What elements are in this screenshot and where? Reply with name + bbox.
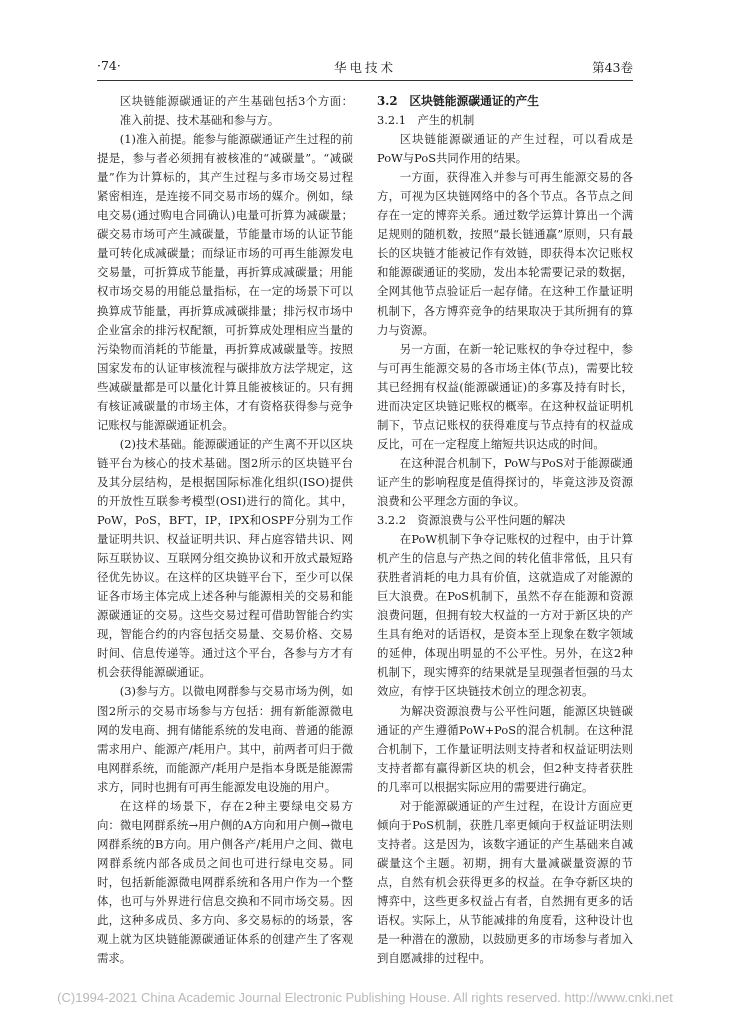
journal-name: 华电技术 <box>333 60 396 75</box>
subsection-heading-fairness: 3.2.2 资源浪费与公平性问题的解决 <box>377 513 566 528</box>
subsection-heading-mechanism: 3.2.1 产生的机制 <box>377 113 475 128</box>
pos-paragraph: 另一方面，在新一轮记账权的争夺过程中，参与可再生能源交易的各市场主体(节点)，需要比较其已经拥有权益(能源碳通证)的多寡及持有时长，进而决定区块链记账权的概率。在这种权益证明机制下，节点记账权的获得难度与节点持有的权益成反比，可在一定程度上缩短共识达成的时间。 <box>377 341 633 451</box>
intro-paragraph: 区块链能源碳通证的产生基础包括3个方面：准入前提、技术基础和参与方。 <box>119 94 353 128</box>
access-premise-paragraph: (1)准入前提。能参与能源碳通证产生过程的前提是，参与者必须拥有被核准的“减碳量”。“减碳量”作为计算标的，其产生过程与多市场交易过程紧密相连，是连接不同交易市场的媒介。例如，绿电交易(通过购电合同确认)电量可折算为减碳量；碳交易市场可产生减碳量，节能量市场的认证节能量可转化成减碳量；而绿证市场的可再生能源发电交易量，可折算成节能量，再折算成减碳量；用能权市场交易的用能总量指标，在一定的场景下可以换算成节能量，再折算成减碳排量；排污权市场中企业富余的排污权配额，可折算成处理相应当量的污染物而消耗的节能量，再折算成减碳量等。按照国家发布的认证审核流程与碳排放方法学规定，这些减碳量都是可以量化计算且能被核证的。只有拥有核证减碳量的市场主体，才有资格获得参与竞争记账权与能源碳通证机会。 <box>97 132 353 432</box>
mechanism-paragraph: 区块链能源碳通证的产生过程，可以看成是PoW与PoS共同作用的结果。 <box>377 132 633 166</box>
solution-paragraph: 为解决资源浪费与公平性问题，能源区块链碳通证的产生遵循PoW+PoS的混合机制。在这种混合机制下，工作量证明法则支持者和权益证明法则支持者都有赢得新区块的机会，但2种支持者获胜的几率可以根据实际应用的需要进行确定。 <box>377 703 633 794</box>
page-number: ·74· <box>97 58 121 73</box>
pow-paragraph: 一方面，获得准入并参与可再生能源交易的各方，可视为区块链网络中的各个节点。各节点之间存在一定的博弈关系。通过数学运算计算出一个满足规则的随机数，按照“最长链通赢”原则，只有最长的区块链才能被记作有效链，即获得本次记账权和能源碳通证的奖励，发出本轮需要记录的数据，全网其他节点验证后一起存储。在这种工作量证明机制下，各方博弈竞争的结果取决于其所拥有的算力与资源。 <box>377 170 633 337</box>
volume-label: 第43卷 <box>592 60 633 75</box>
left-column <box>97 92 353 968</box>
scenario-paragraph: 在这样的场景下，存在2种主要绿电交易方向：微电网群系统→用户侧的A方向和用户侧→微电网群系统的B方向。用户侧各产/耗用户之间、微电网群系统内部各成员之间也可进行绿电交易。同时，包括新能源微电网群系统和各用户作为一个整体，也可与外界进行信息交换和不同市场交易。因此，这种多成员、多方向、多交易标的的场景，客观上就为区块链能源碳通证体系的创建产生了客观需求。 <box>97 798 353 966</box>
waste-paragraph: 在PoW机制下争夺记账权的过程中，由于计算机产生的信息与产热之间的转化值非常低，且只有获胜者消耗的电力具有价值，这就造成了对能源的巨大浪费。在PoS机制下，虽然不存在能源和资源浪费问题，但拥有较大权益的一方对于新区块的产生具有绝对的话语权，是资本至上现象在数字领域的延伸，体现出明显的不公平性。另外，在这2种机制下，现实博弈的结果就是呈现强者恒强的马太效应，有悖于区块链技术创立的理念初衷。 <box>377 532 633 699</box>
copyright-watermark: (C)1994-2021 China Academic Journal Electronic Publishing House. All rights reserved. http://www.cnki.net <box>57 990 673 1005</box>
section-heading: 3.2 区块链能源碳通证的产生 <box>377 94 540 108</box>
header-rule <box>97 80 633 81</box>
participants-paragraph: (3)参与方。以微电网群参与交易市场为例，如图2所示的交易市场参与方包括：拥有新能源微电网的发电商、拥有储能系统的发电商、普通的能源需求用户、能源产/耗用户。其中，前两者可归于微电网群系统，而能源产/耗用户是指本身既是能源需求方，同时也拥有可再生能源发电设施的用户。 <box>97 684 353 794</box>
tech-basis-paragraph: (2)技术基础。能源碳通证的产生离不开以区块链平台为核心的技术基础。图2所示的区块链平台及其分层结构，是根据国际标准化组织(ISO)提供的开放性互联参考模型(OSI)进行的简化。其中，PoW，PoS，BFT，IP，IPX和OSPF分别为工作量证明共识、权益证明共识、拜占庭容错共识、网际互联协议、互联网分组交换协议和开放式最短路径优先协议。在这样的区块链平台下，至少可以保证各市场主体完成上述各种与能源相关的交易和能源碳通证的交易。这些交易过程可借助智能合约实现，智能合约的内容包括交易量、交易价格、交易时间、信息传递等。通过这个平台，各参与方才有机会获得能源碳通证。 <box>97 436 353 680</box>
mixed-mechanism-paragraph: 在这种混合机制下，PoW与PoS对于能源碳通证产生的影响程度是值得探讨的，毕竟这涉及资源浪费和公平理念方面的争议。 <box>377 455 633 508</box>
design-paragraph: 对于能源碳通证的产生过程，在设计方面应更倾向于PoS机制，获胜几率更倾向于权益证明法则支持者。这是因为，该数字通证的产生基础来自减碳量这个主题。初期，拥有大量减碳量资源的节点，自然有机会获得更多的权益。在争夺新区块的博弈中，这些更多权益占有者，自然拥有更多的话语权。实际上，从节能减排的角度看，这种设计也是一种潜在的激励，以鼓励更多的市场参与者加入到自愿减排的过程中。 <box>377 798 633 966</box>
running-header <box>97 56 633 78</box>
right-column <box>377 92 633 968</box>
